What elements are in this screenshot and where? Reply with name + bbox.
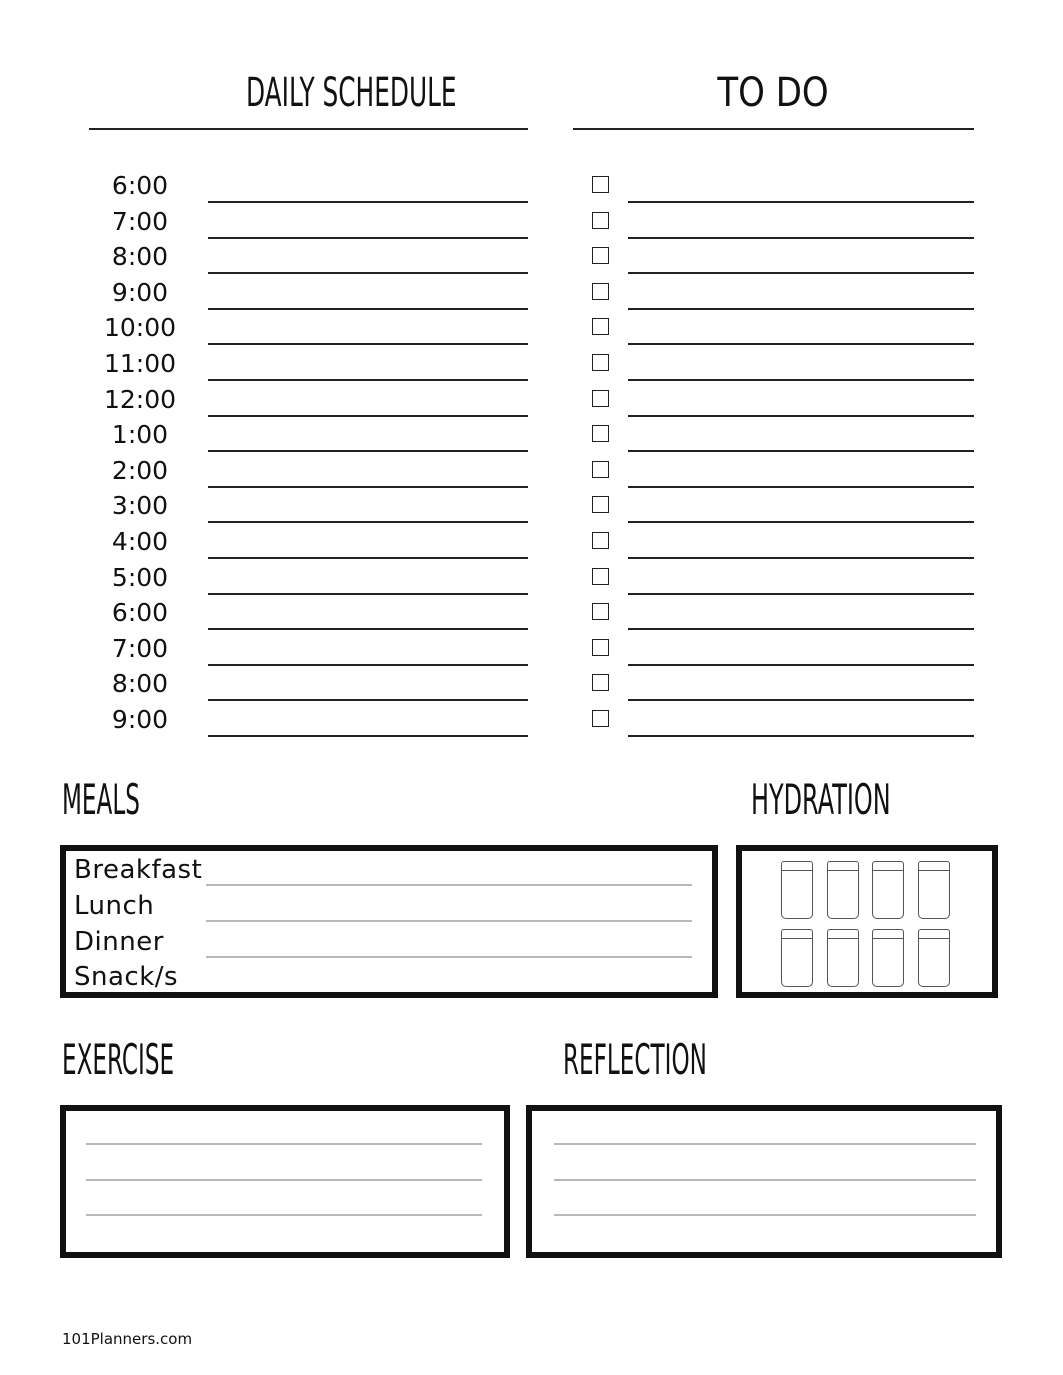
exercise-title: EXERCISE xyxy=(62,1035,175,1084)
glass-rim xyxy=(919,938,949,939)
todo-checkbox[interactable] xyxy=(592,283,609,300)
glass-rim xyxy=(873,870,903,871)
schedule-row xyxy=(96,453,528,489)
water-glass-icon[interactable] xyxy=(872,861,904,919)
todo-row xyxy=(590,524,974,560)
todo-row xyxy=(590,204,974,240)
schedule-time: 6:00 xyxy=(111,171,169,200)
schedule-time: 9:00 xyxy=(111,704,169,734)
water-glass-icon[interactable] xyxy=(872,929,904,987)
todo-row xyxy=(590,239,974,275)
schedule-row xyxy=(96,488,528,524)
schedule-time: 12:00 xyxy=(103,384,177,414)
meals-title: MEALS xyxy=(62,775,140,824)
meal-label-breakfast: Breakfast xyxy=(74,855,203,885)
water-glass-icon[interactable] xyxy=(827,929,859,987)
todo-checkbox[interactable] xyxy=(592,425,609,442)
todo-entry-line[interactable] xyxy=(628,735,974,737)
todo-row xyxy=(590,488,974,524)
schedule-time: 8:00 xyxy=(111,669,169,699)
daily-schedule-rule xyxy=(89,128,528,130)
schedule-time: 4:00 xyxy=(111,526,169,556)
todo-row xyxy=(590,595,974,631)
todo-checkbox[interactable] xyxy=(592,461,609,478)
todo-checkbox[interactable] xyxy=(592,247,609,264)
todo-row xyxy=(590,168,974,204)
todo-row xyxy=(590,702,974,738)
todo-checkbox[interactable] xyxy=(592,674,609,691)
schedule-row xyxy=(96,666,528,702)
todo-row xyxy=(590,631,974,667)
todo-row xyxy=(590,310,974,346)
schedule-row xyxy=(96,417,528,453)
schedule-row xyxy=(96,239,528,275)
schedule-time: 7:00 xyxy=(111,206,169,236)
schedule-time: 2:00 xyxy=(111,455,169,485)
todo-checkbox[interactable] xyxy=(592,318,609,335)
todo-checkbox[interactable] xyxy=(592,532,609,549)
todo-checkbox[interactable] xyxy=(592,390,609,407)
schedule-row xyxy=(96,631,528,667)
schedule-time: 8:00 xyxy=(111,242,169,272)
schedule-row xyxy=(96,702,528,738)
lunch-line[interactable] xyxy=(206,920,692,922)
exercise-box[interactable] xyxy=(60,1105,510,1258)
schedule-row xyxy=(96,560,528,596)
reflection-line-1[interactable] xyxy=(554,1143,976,1145)
todo-checkbox[interactable] xyxy=(592,568,609,585)
water-glass-icon[interactable] xyxy=(918,929,950,987)
schedule-row xyxy=(96,595,528,631)
meals-box[interactable] xyxy=(60,845,718,998)
todo-row xyxy=(590,666,974,702)
todo-checkbox[interactable] xyxy=(592,496,609,513)
schedule-time: 7:00 xyxy=(111,633,169,663)
glass-rim xyxy=(919,870,949,871)
todo-checkbox[interactable] xyxy=(592,176,609,193)
todo-row xyxy=(590,382,974,418)
exercise-line-2[interactable] xyxy=(86,1179,482,1181)
reflection-box[interactable] xyxy=(526,1105,1002,1258)
exercise-line-3[interactable] xyxy=(86,1214,482,1216)
schedule-row xyxy=(96,275,528,311)
todo-row xyxy=(590,560,974,596)
schedule-time: 5:00 xyxy=(111,562,169,592)
glass-rim xyxy=(828,938,858,939)
hydration-box xyxy=(736,845,998,998)
breakfast-line[interactable] xyxy=(206,884,692,886)
todo-checkbox[interactable] xyxy=(592,212,609,229)
schedule-row xyxy=(96,524,528,560)
todo-checkbox[interactable] xyxy=(592,710,609,727)
todo-row xyxy=(590,346,974,382)
schedule-row xyxy=(96,346,528,382)
water-glass-icon[interactable] xyxy=(918,861,950,919)
schedule-time: 1:00 xyxy=(111,420,169,450)
schedule-entry-line[interactable] xyxy=(208,735,528,737)
schedule-time: 9:00 xyxy=(111,277,169,307)
todo-row xyxy=(590,275,974,311)
schedule-time: 6:00 xyxy=(111,598,169,628)
daily-schedule-title: DAILY SCHEDULE xyxy=(246,70,457,116)
footer-brand: 101Planners.com xyxy=(62,1330,193,1348)
water-glass-icon[interactable] xyxy=(781,929,813,987)
reflection-title: REFLECTION xyxy=(563,1035,707,1084)
meal-label-lunch: Lunch xyxy=(74,891,155,921)
todo-row xyxy=(590,453,974,489)
meal-label-snacks: Snack/s xyxy=(74,962,179,992)
meal-label-dinner: Dinner xyxy=(74,927,164,957)
schedule-time: 3:00 xyxy=(111,491,169,521)
schedule-row xyxy=(96,204,528,240)
todo-row xyxy=(590,417,974,453)
reflection-line-3[interactable] xyxy=(554,1214,976,1216)
reflection-line-2[interactable] xyxy=(554,1179,976,1181)
glass-rim xyxy=(873,938,903,939)
exercise-line-1[interactable] xyxy=(86,1143,482,1145)
todo-list xyxy=(590,168,974,738)
schedule-list xyxy=(96,168,528,738)
dinner-line[interactable] xyxy=(206,956,692,958)
todo-title: TO DO xyxy=(717,70,829,116)
water-glass-icon[interactable] xyxy=(781,861,813,919)
schedule-time: 11:00 xyxy=(103,348,177,378)
todo-checkbox[interactable] xyxy=(592,639,609,656)
schedule-row xyxy=(96,382,528,418)
hydration-title: HYDRATION xyxy=(751,775,891,824)
todo-checkbox[interactable] xyxy=(592,603,609,620)
todo-checkbox[interactable] xyxy=(592,354,609,371)
glass-rim xyxy=(782,938,812,939)
schedule-row xyxy=(96,168,528,204)
todo-rule xyxy=(573,128,974,130)
schedule-time: 10:00 xyxy=(103,313,177,343)
schedule-row xyxy=(96,310,528,346)
water-glass-icon[interactable] xyxy=(827,861,859,919)
glass-rim xyxy=(782,870,812,871)
glass-rim xyxy=(828,870,858,871)
